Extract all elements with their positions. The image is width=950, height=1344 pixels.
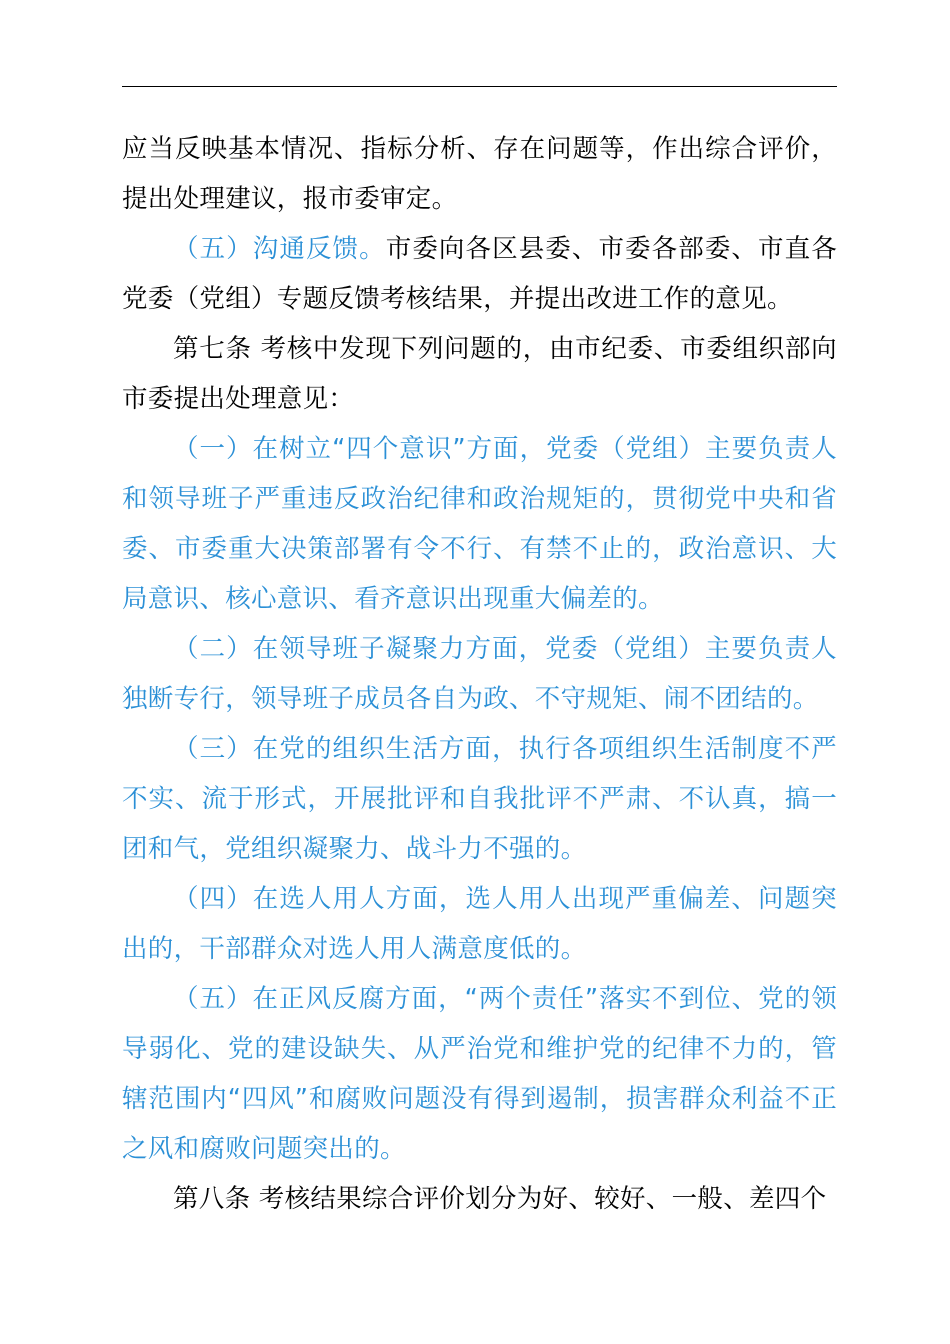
paragraph-feedback [122,224,837,324]
item-two: （二）在领导班子凝聚力方面，党委（党组）主要负责人独断专行，领导班子成员各自为政、不守规矩、闹不团结的。 [122,634,837,714]
paragraph-review-report: 应当反映基本情况、指标分析、存在问题等，作出综合评价，提出处理建议，报市委审定。 [122,134,837,214]
article-seven: 第七条 考核中发现下列问题的，由市纪委、市委组织部向市委提出处理意见： [122,334,837,414]
item-five: （五）在正风反腐方面，“两个责任”落实不到位、党的领导弱化、党的建设缺失、从严治党和维护党的纪律不力的，管辖范围内“四风”和腐败问题没有得到遏制，损害群众利益不正之风和腐败问题突出的。 [122,984,837,1164]
document-body [122,124,837,1224]
header-rule [122,86,837,87]
item-four: （四）在选人用人方面，选人用人出现严重偏差、问题突出的，干部群众对选人用人满意度低的。 [122,884,837,964]
item-three: （三）在党的组织生活方面，执行各项组织生活制度不严不实、流于形式，开展批评和自我批评不严肃、不认真，搞一团和气，党组织凝聚力、战斗力不强的。 [122,734,837,864]
item-one: （一）在树立“四个意识”方面，党委（党组）主要负责人和领导班子严重违反政治纪律和政治规矩的，贯彻党中央和省委、市委重大决策部署有令不行、有禁不止的，政治意识、大局意识、核心意识、看齐意识出现重大偏差的。 [122,434,837,614]
feedback-heading: （五）沟通反馈。 [173,234,386,264]
feedback-text: 市委向各区县委、市委各部委、市直各党委（党组）专题反馈考核结果，并提出改进工作的意见。 [122,234,837,314]
article-eight: 第八条 考核结果综合评价划分为好、较好、一般、差四个 [173,1184,827,1214]
